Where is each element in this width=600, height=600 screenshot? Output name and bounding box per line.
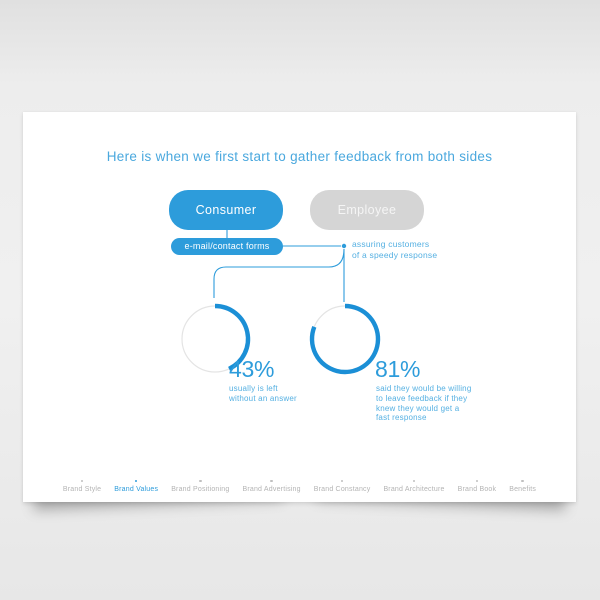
nav-item-brand-architecture[interactable] <box>383 480 444 494</box>
stat-left-caption <box>229 384 297 404</box>
nav-item-brand-positioning[interactable] <box>171 480 229 494</box>
annotation-dot <box>342 244 346 248</box>
bottom-nav <box>23 480 576 494</box>
nav-dot-icon <box>476 480 479 483</box>
nav-item-label: Brand Advertising <box>242 486 301 493</box>
nav-dot-icon <box>270 480 273 483</box>
nav-dot-icon <box>81 480 84 483</box>
nav-dot-icon <box>135 480 138 483</box>
employee-button[interactable]: Employee <box>310 190 424 230</box>
nav-item-brand-values[interactable] <box>114 480 158 494</box>
stat-left-caption-line: usually is left <box>229 384 278 393</box>
stat-right-caption-line: said they would be willing <box>376 384 472 393</box>
nav-item-brand-constancy[interactable] <box>314 480 371 494</box>
nav-item-label: Brand Values <box>114 486 159 493</box>
stat-right-value: 81% <box>375 356 421 382</box>
annotation-line-1: assuring customers <box>352 239 430 249</box>
nav-item-label: Benefits <box>509 486 537 493</box>
slide-title: Here is when we first start to gather feedback from both sides <box>106 149 493 164</box>
nav-item-brand-advertising[interactable] <box>242 480 300 494</box>
nav-dot-icon <box>413 480 416 483</box>
stat-left-value: 43% <box>229 356 275 382</box>
nav-item-label: Brand Positioning <box>171 486 230 493</box>
nav-dot-icon <box>199 480 202 483</box>
nav-item-label: Brand Style <box>62 486 102 493</box>
consumer-button[interactable]: Consumer <box>169 190 283 230</box>
nav-item-benefits[interactable] <box>509 480 536 494</box>
email-contact-forms-pill[interactable]: e-mail/contact forms <box>171 238 283 255</box>
connector-diagram <box>23 112 576 502</box>
left-branch-connector <box>214 249 344 298</box>
annotation-line-2: of a speedy response <box>352 249 438 260</box>
stat-right-caption-line: fast response <box>376 413 427 423</box>
nav-item-brand-book[interactable] <box>458 480 497 494</box>
nav-item-label: Brand Architecture <box>383 486 445 493</box>
stat-right-caption <box>376 384 471 423</box>
nav-item-label: Brand Constancy <box>313 486 371 493</box>
nav-dot-icon <box>521 480 524 483</box>
nav-item-brand-style[interactable] <box>63 480 101 494</box>
slide-card <box>23 112 576 502</box>
nav-item-label: Brand Book <box>457 486 497 493</box>
nav-dot-icon <box>341 480 344 483</box>
stat-left-caption-line: without an answer <box>229 393 297 403</box>
stat-right-caption-line: knew they would get a <box>376 403 460 413</box>
stat-right-caption-line: to leave feedback if they <box>376 393 468 403</box>
